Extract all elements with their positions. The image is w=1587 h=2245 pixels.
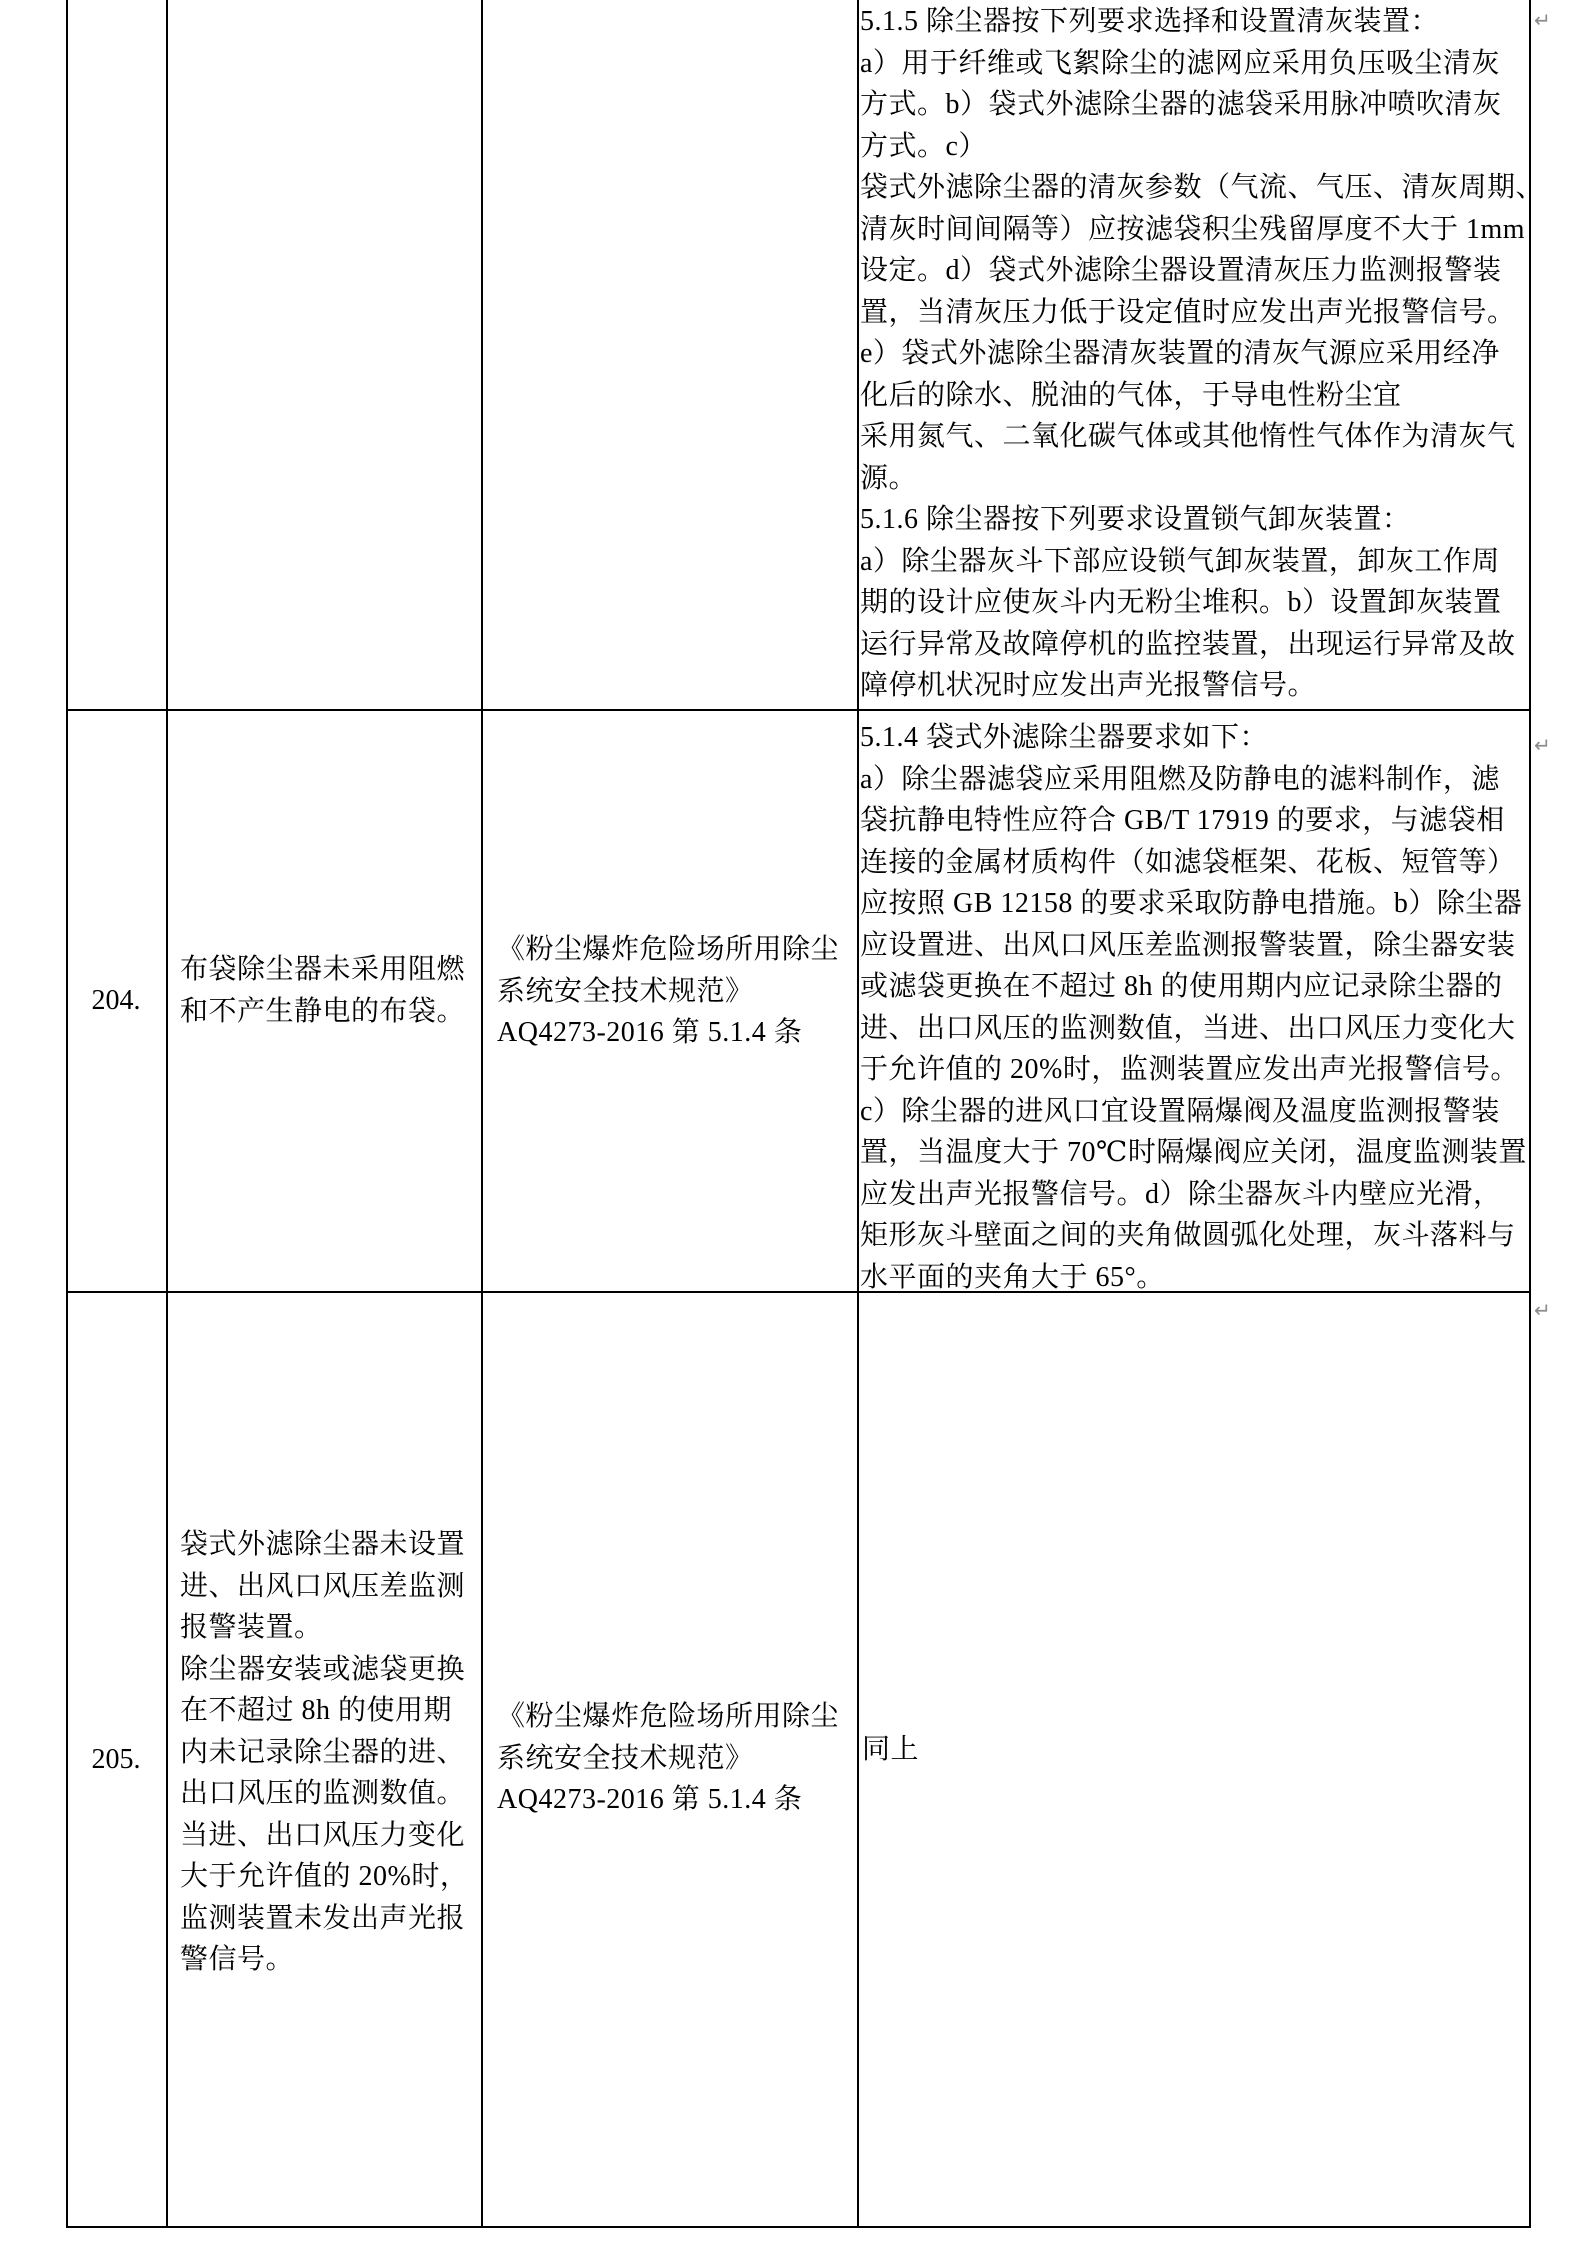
text-line: 或滤袋更换在不超过 8h 的使用期内应记录除尘器的 bbox=[860, 971, 1503, 1002]
text-line: c）除尘器的进风口宜设置隔爆阀及温度监测报警装 bbox=[860, 1095, 1500, 1127]
text-line: 5.1.6 除尘器按下列要求设置锁气卸灰装置： bbox=[860, 504, 1411, 535]
text-line: e）袋式外滤除尘器清灰装置的清灰气源应采用经净 bbox=[860, 338, 1500, 369]
text-line: 同上 bbox=[862, 1734, 920, 1765]
row-number-204: 204. bbox=[91, 985, 141, 1016]
requirement-cell-205 bbox=[862, 1729, 919, 1771]
text-line: 应按照 GB 12158 的要求采取防静电措施。b）除尘器 bbox=[860, 888, 1523, 919]
text-line: a）用于纤维或飞絮除尘的滤网应采用负压吸尘清灰 bbox=[860, 47, 1500, 79]
text-line: 于允许值的 20%时，监测装置应发出声光报警信号。 bbox=[860, 1054, 1519, 1085]
text-line: 袋抗静电特性应符合 GB/T 17919 的要求，与滤袋相 bbox=[860, 805, 1505, 836]
table-border-col2-col3 bbox=[481, 0, 483, 2228]
requirement-cell-204 bbox=[860, 717, 1527, 1298]
table-border-col3-col4 bbox=[857, 0, 859, 2228]
text-line: 《粉尘爆炸危险场所用除尘 bbox=[497, 934, 840, 965]
paragraph-mark-icon: ↵ bbox=[1534, 8, 1551, 32]
basis-cell-204 bbox=[497, 929, 839, 1054]
text-line: AQ4273-2016 第 5.1.4 条 bbox=[497, 1017, 803, 1048]
text-line: 系统安全技术规范》 bbox=[497, 1742, 754, 1774]
text-line: 内未记录除尘器的进、 bbox=[180, 1736, 466, 1768]
text-line: 5.1.4 袋式外滤除尘器要求如下： bbox=[860, 722, 1269, 753]
text-line: 和不产生静电的布袋。 bbox=[180, 995, 466, 1027]
text-line: 方式。b）袋式外滤除尘器的滤袋采用脉冲喷吹清灰 bbox=[860, 89, 1502, 120]
text-line: 置，当清灰压力低于设定值时应发出声光报警信号。 bbox=[860, 296, 1516, 328]
text-line: 源。 bbox=[860, 462, 918, 494]
text-line: 应设置进、出风口风压差监测报警装置，除尘器安装 bbox=[860, 929, 1516, 961]
text-line: a）除尘器灰斗下部应设锁气卸灰装置，卸灰工作周 bbox=[860, 545, 1500, 577]
text-line: 监测装置未发出声光报 bbox=[180, 1902, 466, 1934]
text-line: 方式。c） bbox=[860, 130, 987, 162]
table-border-col1-col2 bbox=[166, 0, 168, 2228]
problem-cell-205 bbox=[180, 1524, 468, 1981]
text-line: 《粉尘爆炸危险场所用除尘 bbox=[497, 1701, 840, 1732]
paragraph-mark-icon: ↵ bbox=[1534, 1298, 1551, 1322]
text-line: AQ4273-2016 第 5.1.4 条 bbox=[497, 1784, 803, 1815]
text-line: 大于允许值的 20%时， bbox=[180, 1861, 469, 1892]
text-line: 清灰时间间隔等）应按滤袋积尘残留厚度不大于 1mm bbox=[860, 213, 1526, 245]
text-line: 当进、出口风压力变化 bbox=[180, 1819, 466, 1851]
text-line: 出口风压的监测数值。 bbox=[180, 1778, 466, 1809]
problem-cell-204 bbox=[180, 949, 465, 1032]
text-line: 袋式外滤除尘器的清灰参数（气流、气压、清灰周期、 bbox=[860, 172, 1545, 203]
text-line: 布袋除尘器未采用阻燃 bbox=[180, 954, 466, 985]
text-line: 采用氮气、二氧化碳气体或其他惰性气体作为清灰气 bbox=[860, 421, 1516, 452]
text-line: 期的设计应使灰斗内无粉尘堆积。b）设置卸灰装置 bbox=[860, 587, 1502, 618]
text-line: 报警装置。 bbox=[180, 1612, 323, 1643]
text-line: 进、出风口风压差监测 bbox=[180, 1570, 466, 1602]
text-line: 化后的除水、脱油的气体，于导电性粉尘宜 bbox=[860, 379, 1402, 411]
table-border-bottom bbox=[66, 2226, 1531, 2228]
text-line: 袋式外滤除尘器未设置 bbox=[180, 1529, 466, 1560]
row-number-205: 205. bbox=[91, 1743, 141, 1775]
text-line: 运行异常及故障停机的监控装置，出现运行异常及故 bbox=[860, 628, 1516, 660]
text-line: 水平面的夹角大于 65°。 bbox=[860, 1261, 1165, 1293]
text-line: a）除尘器滤袋应采用阻燃及防静电的滤料制作，滤 bbox=[860, 763, 1500, 795]
text-line: 系统安全技术规范》 bbox=[497, 975, 754, 1007]
requirement-cell-continued bbox=[860, 1, 1544, 707]
text-line: 警信号。 bbox=[180, 1944, 295, 1975]
text-line: 连接的金属材质构件（如滤袋框架、花板、短管等） bbox=[860, 846, 1516, 878]
text-line: 除尘器安装或滤袋更换 bbox=[180, 1653, 466, 1685]
text-line: 5.1.5 除尘器按下列要求选择和设置清灰装置： bbox=[860, 6, 1440, 37]
paragraph-mark-icon: ↵ bbox=[1534, 733, 1551, 757]
text-line: 在不超过 8h 的使用期 bbox=[180, 1695, 453, 1726]
table-border-row1-row2 bbox=[66, 709, 1531, 711]
text-line: 矩形灰斗壁面之间的夹角做圆弧化处理，灰斗落料与 bbox=[860, 1220, 1516, 1251]
text-line: 应发出声光报警信号。d）除尘器灰斗内壁应光滑， bbox=[860, 1178, 1502, 1210]
text-line: 设定。d）袋式外滤除尘器设置清灰压力监测报警装 bbox=[860, 255, 1502, 286]
text-line: 障停机状况时应发出声光报警信号。 bbox=[860, 670, 1317, 701]
text-line: 置，当温度大于 70℃时隔爆阀应关闭，温度监测装置 bbox=[860, 1137, 1527, 1168]
basis-cell-205 bbox=[497, 1696, 839, 1821]
text-line: 进、出口风压的监测数值，当进、出口风压力变化大 bbox=[860, 1012, 1516, 1044]
